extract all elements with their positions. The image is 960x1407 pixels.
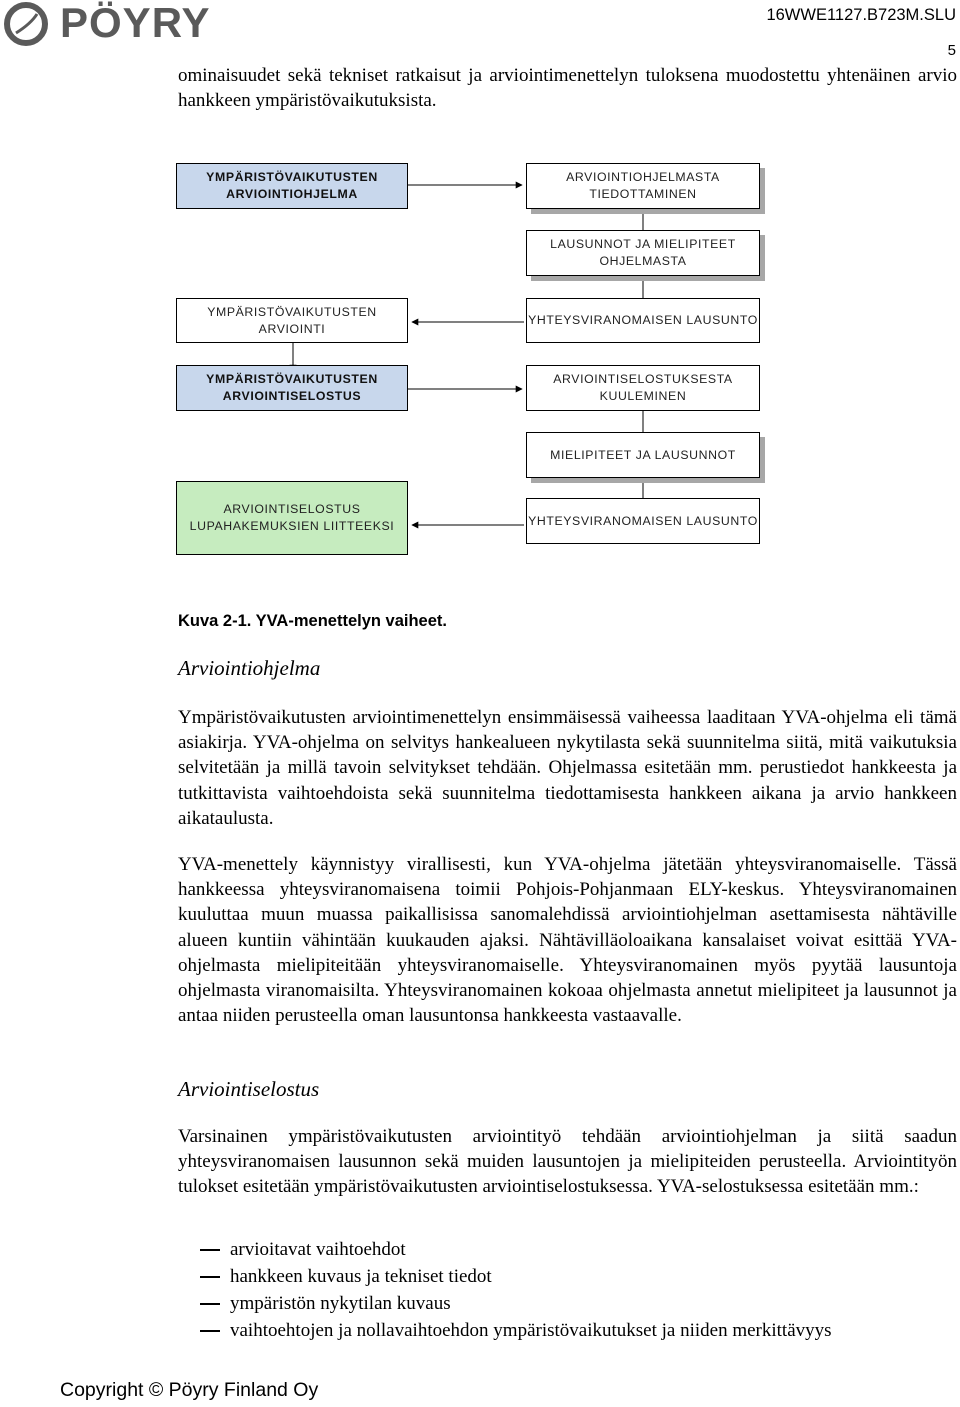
- dash-icon: [200, 1249, 220, 1251]
- box-mielipiteet-lausunnot: MIELIPITEET JA LAUSUNNOT: [526, 432, 760, 478]
- box-kuuleminen: ARVIOINTISELOSTUKSESTA KUULEMINEN: [526, 365, 760, 411]
- dash-icon: [200, 1303, 220, 1305]
- list-item: vaihtoehtojen ja nollavaihtoehdon ympäristövaikutukset ja niiden merkittävyys: [200, 1318, 832, 1345]
- section-heading-arviointiohjelma: Arviointiohjelma: [178, 656, 321, 680]
- box-yhteysviranomaisen-lausunto-2: YHTEYSVIRANOMAISEN LAUSUNTO: [526, 498, 760, 544]
- bullet-list: [200, 1237, 832, 1345]
- diagram-arrows: [0, 150, 960, 570]
- paragraph-arviointiohjelma-1: Ympäristövaikutusten arviointimenettelyn ensimmäisessä vaiheessa laaditaan YVA-ohjelma eli tämä asiakirja. YVA-ohjelma on selvitys hankealueen nykytilasta sekä suunnitelma siitä, mitä vaikutuksia selvitetään ja millä tavoin selvitykset tehdään. Ohjelmassa esitetään mm. perustiedot hankkeesta ja tutkittavista vaihtoehdoista sekä suunnitelma tiedottamisesta hankkeen aikana ja arvio hankkeen aikataulusta.: [178, 707, 957, 829]
- list-item: hankkeen kuvaus ja tekniset tiedot: [200, 1264, 832, 1291]
- intro-paragraph: [178, 63, 957, 113]
- box-arviointiselostus: YMPÄRISTÖVAIKUTUSTEN ARVIOINTISELOSTUS: [176, 365, 408, 411]
- yva-process-diagram: [0, 150, 960, 570]
- logo-text: PÖYRY: [60, 0, 211, 46]
- intro-text: ominaisuudet sekä tekniset ratkaisut ja arviointimenettelyn tuloksena muodostettu yhtenäinen arvio hankkeen ympäristövaikutuksista.: [178, 65, 957, 112]
- box-arviointi: YMPÄRISTÖVAIKUTUSTEN ARVIOINTI: [176, 298, 408, 343]
- box-lausunnot-mielipiteet: LAUSUNNOT JA MIELIPITEET OHJELMASTA: [526, 230, 760, 276]
- dash-icon: [200, 1330, 220, 1332]
- dash-icon: [200, 1276, 220, 1278]
- figure-caption: Kuva 2-1. YVA-menettelyn vaiheet.: [178, 612, 447, 630]
- box-lupahakemuksien-liitteeksi: ARVIOINTISELOSTUS LUPAHAKEMUKSIEN LIITTEEKSI: [176, 481, 408, 555]
- section-heading-arviointiselostus: Arviointiselostus: [178, 1077, 320, 1101]
- page-number: 5: [947, 42, 956, 59]
- footer-copyright: Copyright © Pöyry Finland Oy: [60, 1379, 319, 1401]
- list-item: ympäristön nykytilan kuvaus: [200, 1291, 832, 1318]
- box-tiedottaminen: ARVIOINTIOHJELMASTA TIEDOTTAMINEN: [526, 163, 760, 209]
- poyry-logo-icon: [4, 2, 54, 46]
- poyry-logo: [4, 2, 254, 46]
- paragraph-arviointiohjelma-2: YVA-menettely käynnistyy virallisesti, kun YVA-ohjelma jätetään yhteysviranomaiselle. Tässä hankkeessa yhteysviranomaisena toimii Pohjois-Pohjanmaan ELY-keskus. Yhteysviranomainen kuuluttaa muun muassa paikallisissa sanomalehdissä arviointiohjelman asettamisesta nähtäville alueen kuntiin vähintään kuukauden ajaksi. Nähtävilläoloaikana kansalaiset voivat esittää YVA-ohjelmasta mielipiteitään yhteysviranomaiselle. Yhteysviranomainen myös pyytää lausuntoja ohjelmasta viranomaisilta. Yhteysviranomainen kokoaa ohjelmasta annetut mielipiteet ja lausunnot ja antaa niiden perusteella oman lausuntonsa hankkeesta vastaavalle.: [178, 854, 957, 1027]
- paragraph-arviointiselostus-1: Varsinainen ympäristövaikutusten arviointityö tehdään arviointiohjelman ja siitä saadun yhteysviranomaisen lausunnon sekä muiden lausuntojen ja mielipiteiden perusteella. Arviointityön tulokset esitetään ympäristövaikutusten arviointiselostuksessa. YVA-selostuksessa esitetään mm.:: [178, 1126, 957, 1198]
- box-yhteysviranomaisen-lausunto-1: YHTEYSVIRANOMAISEN LAUSUNTO: [526, 298, 760, 343]
- document-id: 16WWE1127.B723M.SLU: [766, 6, 956, 24]
- box-arviointiohjelma: YMPÄRISTÖVAIKUTUSTEN ARVIOINTIOHJELMA: [176, 163, 408, 209]
- list-item: arvioitavat vaihtoehdot: [200, 1237, 832, 1264]
